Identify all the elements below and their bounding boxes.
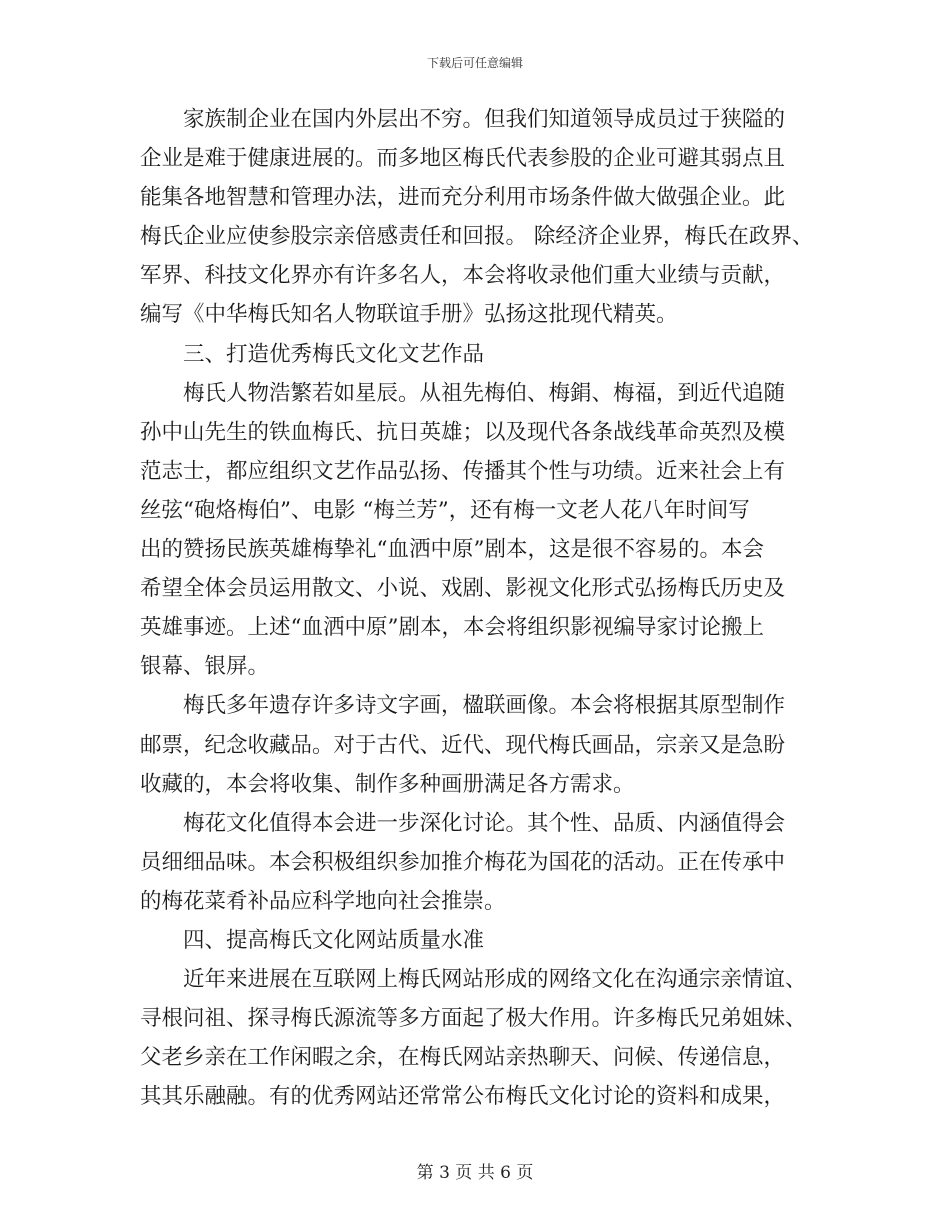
paragraph-line: 军界、科技文化界亦有许多名人，本会将收录他们重大业绩与贡献， — [140, 263, 786, 289]
paragraph-line: 银幕、银屏。 — [140, 654, 270, 680]
paragraph-line: 梅花文化值得本会进一步深化讨论。其个性、品质、内涵值得会 — [183, 810, 786, 836]
paragraph-line: 其其乐融融。有的优秀网站还常常公布梅氏文化讨论的资料和成果， — [140, 1084, 786, 1110]
paragraph-line: 员细细品味。本会积极组织参加推介梅花为国花的活动。正在传承中 — [140, 849, 786, 875]
paragraph-line: 父老乡亲在工作闲暇之余，在梅氏网站亲热聊天、问候、传递信息， — [140, 1045, 786, 1071]
page-header: 下载后可任意编辑 — [426, 56, 523, 70]
paragraph-line: 的梅花菜肴补品应科学地向社会推崇。 — [140, 888, 506, 914]
document-body — [140, 104, 840, 1120]
paragraph-line: 梅氏多年遗存许多诗文字画，楹联画像。本会将根据其原型制作 — [183, 693, 786, 719]
paragraph-line: 孙中山先生的铁血梅氏、抗日英雄；以及现代各条战线革命英烈及模 — [140, 419, 786, 445]
paragraph-line: 编写《中华梅氏知名人物联谊手册》弘扬这批现代精英。 — [140, 302, 678, 328]
paragraph-line: 梅氏企业应使参股宗亲倍感责任和回报。 除经济企业界，梅氏在政界、 — [140, 224, 814, 250]
paragraph-line: 近年来进展在互联网上梅氏网站形成的网络文化在沟通宗亲情谊、 — [183, 967, 807, 993]
paragraph-line: 家族制企业在国内外层出不穷。但我们知道领导成员过于狭隘的 — [183, 107, 786, 132]
paragraph-line: 范志士，都应组织文艺作品弘扬、传播其个性与功绩。近来社会上有 — [140, 458, 786, 484]
paragraph-line: 企业是难于健康进展的。而多地区梅氏代表参股的企业可避其弱点且 — [140, 146, 786, 172]
paragraph-line: 邮票，纪念收藏品。对于古代、近代、现代梅氏画品，宗亲又是急盼 — [140, 732, 786, 758]
paragraph-line: 出的赞扬民族英雄梅挚礼“血洒中原”剧本，这是很不容易的。本会 — [140, 537, 764, 563]
paragraph-line: 梅氏人物浩繁若如星辰。从祖先梅伯、梅鋗、梅福，到近代追随 — [183, 380, 786, 406]
section-heading: 四、提高梅氏文化网站质量水准 — [183, 927, 485, 953]
paragraph-line: 能集各地智慧和管理办法，进而充分利用市场条件做大做强企业。此 — [140, 185, 786, 211]
paragraph-line: 希望全体会员运用散文、小说、戏剧、影视文化形式弘扬梅氏历史及 — [140, 576, 786, 602]
page-number: 第 3 页 共 6 页 — [416, 1163, 534, 1183]
paragraph-line: 丝弦“砲烙梅伯”、电影 “梅兰芳”，还有梅一文老人花八年时间写 — [140, 497, 750, 523]
paragraph-line: 寻根问祖、探寻梅氏源流等多方面起了极大作用。许多梅氏兄弟姐妹、 — [140, 1006, 807, 1032]
paragraph-line: 收藏的，本会将收集、制作多种画册满足各方需求。 — [140, 771, 635, 797]
section-heading: 三、打造优秀梅氏文化文艺作品 — [183, 341, 485, 367]
paragraph-line: 英雄事迹。上述“血洒中原”剧本，本会将组织影视编导家讨论搬上 — [140, 615, 764, 641]
